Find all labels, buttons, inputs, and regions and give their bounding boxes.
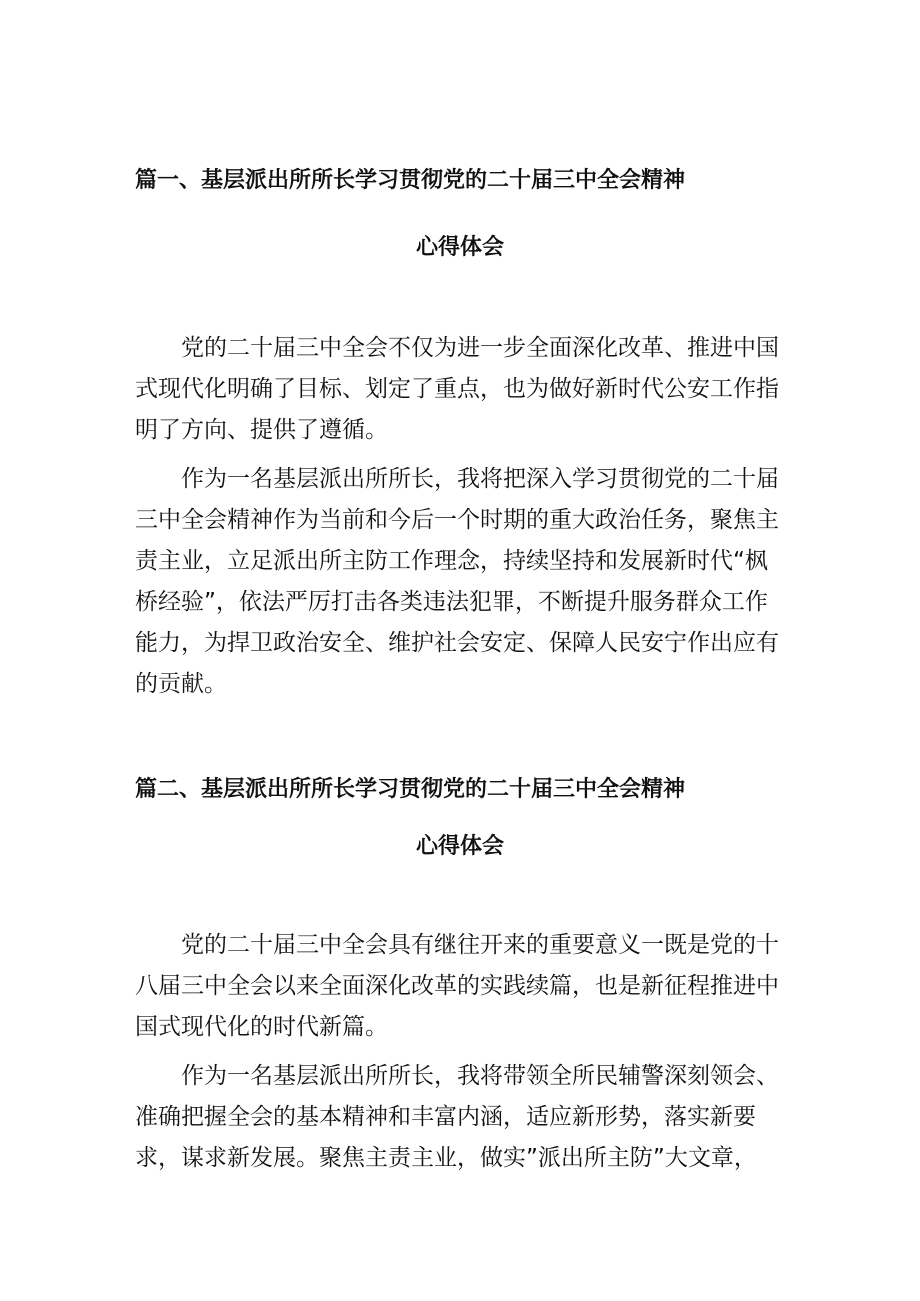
section-2-subtitle: 心得体会 (415, 834, 504, 859)
section-2-title: 篇二、基层派出所所长学习贯彻党的二十届三中全会精神 (135, 777, 686, 802)
section-1-paragraph-2 (135, 459, 785, 705)
section-2-paragraph-1 (135, 925, 785, 1048)
text-line: 作为一名基层派出所所长，我将带领全所民辅警深刻领会、 (181, 1063, 779, 1089)
text-line: 责主业，立足派出所主防工作理念，持续坚持和发展新时代“枫 (135, 548, 768, 574)
text-line: 明了方向、提供了遵循。 (135, 417, 388, 443)
text-line: 党的二十届三中全会具有继往开来的重要意义一既是党的十 (181, 932, 779, 958)
section-1-subtitle: 心得体会 (415, 235, 504, 260)
section-1-paragraph-1 (135, 328, 785, 451)
text-line: 能力，为捍卫政治安全、维护社会安定、保障人民安宁作出应有 (135, 630, 779, 656)
text-line: 的贡献。 (135, 671, 227, 697)
text-line: 党的二十届三中全会不仅为进一步全面深化改革、推进中国 (181, 335, 779, 361)
text-line: 三中全会精神作为当前和今后一个时期的重大政治任务，聚焦主 (135, 507, 779, 533)
text-line: 式现代化明确了目标、划定了重点，也为做好新时代公安工作指 (135, 376, 779, 402)
text-line: 国式现代化的时代新篇。 (135, 1014, 388, 1040)
section-1-title: 篇一、基层派出所所长学习贯彻党的二十届三中全会精神 (135, 168, 686, 193)
text-line: 八届三中全会以来全面深化改革的实践续篇，也是新征程推进中 (135, 973, 779, 999)
section-2-paragraph-2 (135, 1056, 785, 1179)
text-line: 作为一名基层派出所所长，我将把深入学习贯彻党的二十届 (181, 466, 779, 492)
text-line: 准确把握全会的基本精神和丰富内涵，适应新形势，落实新要 (135, 1104, 756, 1130)
text-line: 求，谋求新发展。聚焦主责主业，做实”派出所主防”大文章， (135, 1145, 757, 1171)
text-line: 桥经验”，依法严厉打击各类违法犯罪，不断提升服务群众工作 (135, 589, 768, 615)
